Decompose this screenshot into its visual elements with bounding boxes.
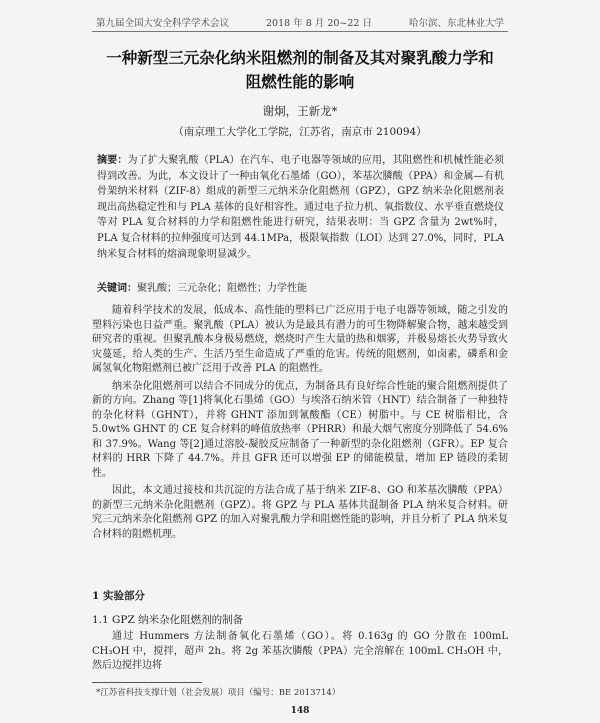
intro-body [92,304,508,545]
subsection-heading: 1.1 GPZ 纳米杂化阻燃剂的制备 [92,614,244,626]
header-date: 2018 年 8 月 20~22 日 [266,18,372,29]
paragraph: 随着科学技术的发展，低成本、高性能的塑料已广泛应用于电子电器等领域，随之引发的塑料污染也日益严重。聚乳酸（PLA）被认为是最具有潜力的可生物降解聚合物，越来越受到研究者的重视。但聚乳酸本身极易燃烧，燃烧时产生大量的热和烟雾，并极易熔长火势导致火灾蔓延，给人类的生产、生活乃至生命造成了严重的危害。传统的阻燃剂，如卤素，磷系和金属氢氧化物阻燃剂已被广泛用于改善 PLA 的阻燃性。 [92,305,508,374]
footnote-rule [92,682,202,683]
header-conference: 第九届全国大安全科学学术会议 [96,18,230,29]
paragraph: 通过 Hummers 方法制备氧化石墨烯（GO）。将 0.163g 的 GO 分散在 100mL CH₃OH 中，搅拌，超声 2h。将 2g 苯基次膦酸（PPA）完全溶解在 100mL CH₃OH 中，然后边搅拌边将 [92,631,508,671]
abstract-label: 摘要： [97,155,128,166]
paragraph: 因此，本文通过接枝和共沉淀的方法合成了基于纳米 ZIF-8、GO 和苯基次膦酸（PPA）的新型三元纳米杂化阻燃剂（GPZ）。将 GPZ 与 PLA 基体共混制备 PLA 纳米复合材料。研究三元纳米杂化阻燃剂 GPZ 的加入对聚乳酸力学和阻燃性能的影响，并且分析了 PLA 纳米复合材料的阻燃机理。 [92,485,508,540]
keywords [97,279,504,294]
abstract [97,153,504,262]
paper-affiliation: （南京理工大学化工学院，江苏省，南京市 210094） [173,126,427,138]
paper-title: 一种新型三元杂化纳米阻燃剂的制备及其对聚乳酸力学和阻燃性能的影响 [106,49,494,91]
experiment-body [92,630,508,674]
keywords-label: 关键词： [97,283,137,294]
paper-authors: 谢炯，王新龙* [262,104,338,118]
paragraph: 纳米杂化阻燃剂可以结合不同成分的优点，为制备具有良好综合性能的聚合阻燃剂提供了新的方向。Zhang 等[1]将氧化石墨烯（GO）与埃洛石纳米管（HNT）结合制备了一种独特的杂化材料（GHNT），并将 GHNT 添加到氰酸酯（CE）树脂中。与 CE 树脂相比，含 5.0wt% GHNT 的 CE 复合材料的峰值放热率（PHRR）和最大烟气密度分别降低了 54.6%和 37.9%。Wang 等[2]通过溶胶-凝胶反应制备了一种新型的杂化阻燃剂（GFR）。EP 复合材料的 HRR 下降了 44.7%。并且 GFR 还可以增强 EP 的储能模量，增加 EP 链段的柔韧性。 [92,380,508,479]
keywords-text: 聚乳酸；三元杂化；阻燃性；力学性能 [137,283,307,294]
footnote: *江苏省科技支撑计划（社会发展）项目（编号：BE 2013714） [96,688,341,698]
header-rule [92,31,508,32]
abstract-text: 为了扩大聚乳酸（PLA）在汽车、电子电器等领域的应用，其阻燃性和机械性能必须得到改善。为此，本文设计了一种由氧化石墨烯（GO），苯基次膦酸（PPA）和金属—有机骨架纳米材料（ZIF-8）组成的新型三元纳米杂化阻燃剂（GPZ），GPZ 纳米杂化阻燃剂表现出高热稳定性和与 PLA 基体的良好相容性。通过电子拉力机、氧指数仪、水平垂直燃烧仪等对 PLA 复合材料的力学和阻燃性能进行研究，结果表明：当 GPZ 含量为 2wt%时，PLA 复合材料的拉伸强度可达到 44.1MPa，极限氧指数（LOI）达到 27.0%，同时，PLA 纳米复合材料的熔滴现象明显减少。 [97,155,505,260]
page-number: 148 [290,706,310,716]
section-heading: 1 实验部分 [92,590,145,602]
running-header [96,15,504,29]
header-venue: 哈尔滨、东北林业大学 [408,18,504,29]
